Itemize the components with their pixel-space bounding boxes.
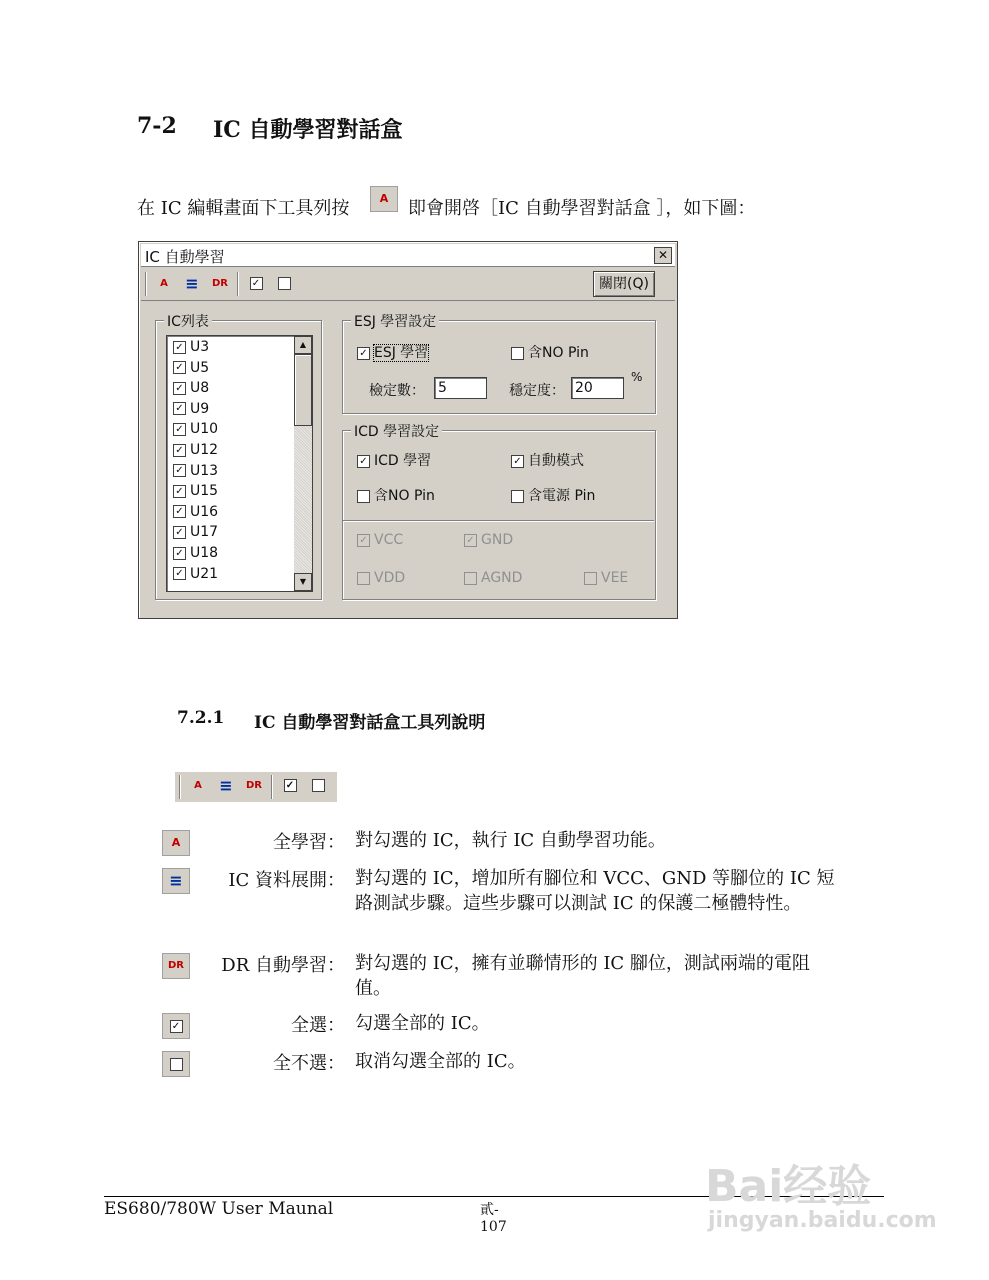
legend-label: DR 自動學習： — [221, 955, 345, 976]
icd-include-no-pin-checkbox[interactable] — [357, 485, 435, 505]
ic-list-item[interactable]: ✓ U13 — [173, 463, 218, 479]
ic-expand-icon: ≡ — [219, 776, 233, 795]
legend-label: IC 資料展開： — [228, 870, 345, 891]
ic-list-label: IC列表 — [164, 311, 212, 331]
ic-list-item-label: U16 — [190, 503, 219, 520]
agnd-checkbox[interactable] — [464, 570, 522, 586]
stability-label: 穩定度： — [509, 383, 565, 399]
legend-description: 勾選全部的 IC。 — [355, 1013, 490, 1034]
subsection-number: 7.2.1 — [177, 708, 225, 728]
toolbar-separator — [271, 775, 272, 799]
ic-list-item-label: U17 — [190, 524, 219, 541]
ic-list-item[interactable]: ✓ U17 — [173, 524, 218, 540]
ic-list-item[interactable]: ✓ U5 — [173, 360, 209, 376]
intro-text-before: 在 IC 編輯畫面下工具列按 — [137, 198, 350, 219]
gnd-label: GND — [481, 532, 514, 548]
ic-list-item-label: U9 — [190, 400, 210, 417]
legend-description: 對勾選的 IC，增加所有腳位和 VCC、GND 等腳位的 IC 短路測試步驟。這些步驟可以測試 IC 的保護二極體特性。 — [355, 868, 835, 914]
ic-list-item-label: U3 — [190, 339, 210, 355]
footer-page-number: 107 — [480, 1219, 507, 1235]
ic-list-item[interactable]: ✓ U10 — [173, 421, 218, 437]
vee-label: VEE — [601, 570, 629, 586]
footer-manual-title: ES680/780W User Maunal — [104, 1199, 334, 1219]
uncheck-all-icon — [307, 775, 329, 797]
scroll-thumb[interactable] — [294, 354, 312, 426]
ic-list-item-label: U15 — [190, 483, 219, 500]
ic-listbox[interactable] — [166, 335, 313, 592]
icd-learn-label: ICD 學習 — [374, 453, 432, 469]
icd-settings-label: ICD 學習設定 — [351, 421, 442, 441]
dr-learn-icon[interactable]: DR — [211, 278, 228, 289]
learn-all-icon: A — [370, 186, 398, 212]
icd-include-no-pin-label: 含NO Pin — [374, 488, 435, 504]
ic-list-item-label: U18 — [190, 545, 219, 561]
ic-list-item-label: U10 — [190, 421, 219, 438]
watermark-url: jingyan.baidu.com — [708, 1208, 937, 1233]
detect-count-label: 檢定數： — [369, 383, 425, 399]
scroll-down-icon[interactable]: ▼ — [294, 573, 312, 591]
esj-settings-label: ESJ 學習設定 — [351, 311, 439, 331]
uncheck-all-icon[interactable] — [273, 273, 295, 295]
ic-list-item-label: U21 — [190, 565, 219, 582]
legend-description: 對勾選的 IC，執行 IC 自動學習功能。 — [355, 830, 666, 851]
detect-count-input[interactable]: 5 — [434, 377, 487, 399]
watermark-logo: Bai经验 — [705, 1161, 872, 1212]
dialog-toolbar — [141, 268, 675, 301]
ic-list-item[interactable]: ✓ U21 — [173, 566, 218, 582]
section-title: IC 自動學習對話盒 — [213, 117, 403, 143]
toolbar-separator — [237, 272, 238, 296]
scroll-up-icon[interactable]: ▲ — [294, 336, 312, 354]
check-all-icon: ✓ — [279, 775, 301, 797]
ic-list-item-label: U5 — [190, 359, 210, 376]
ic-list-item[interactable]: ✓ U18 — [173, 545, 218, 561]
toolbar-separator — [179, 775, 180, 799]
ic-expand-icon: ≡ — [162, 868, 190, 894]
vcc-checkbox[interactable]: ✓ VCC — [357, 532, 403, 548]
stability-input[interactable]: 20 — [571, 377, 624, 399]
section-number: 7-2 — [137, 113, 177, 139]
footer-page-prefix: 貳- — [480, 1202, 499, 1218]
ic-list-item-label: U8 — [190, 380, 210, 397]
ic-list-item[interactable]: ✓ U15 — [173, 483, 218, 499]
auto-mode-label: 自動模式 — [528, 453, 584, 469]
toolbar-preview — [175, 772, 337, 802]
legend-label: 全不選： — [273, 1053, 345, 1074]
legend-label: 全學習： — [273, 832, 345, 853]
ic-auto-learn-dialog — [138, 241, 678, 619]
legend-label: 全選： — [291, 1015, 345, 1036]
ic-list-item[interactable]: ✓ U12 — [173, 442, 218, 458]
esj-include-no-pin-label: 含NO Pin — [528, 345, 589, 361]
vcc-label: VCC — [374, 532, 404, 548]
icd-learn-checkbox[interactable]: ✓ ICD 學習 — [357, 450, 431, 470]
ic-list-item[interactable]: ✓ U8 — [173, 380, 209, 396]
learn-all-icon: A — [194, 780, 202, 791]
ic-list-item-label: U12 — [190, 442, 219, 458]
esj-include-no-pin-checkbox[interactable] — [511, 342, 589, 362]
learn-all-icon[interactable]: A — [160, 278, 168, 289]
ic-list-item[interactable]: ✓ U9 — [173, 401, 209, 417]
esj-learn-label: ESJ 學習 — [374, 345, 429, 361]
dr-learn-icon: DR — [162, 953, 190, 979]
ic-list-item[interactable]: ✓ U16 — [173, 504, 218, 520]
vdd-checkbox[interactable] — [357, 570, 405, 586]
gnd-checkbox[interactable]: ✓ GND — [464, 532, 513, 548]
dialog-titlebar — [141, 244, 675, 267]
toolbar-separator — [145, 272, 146, 296]
percent-sign: % — [631, 370, 643, 384]
subsection-title: IC 自動學習對話盒工具列說明 — [254, 713, 486, 733]
include-power-pin-checkbox[interactable] — [511, 485, 595, 505]
legend-description: 取消勾選全部的 IC。 — [355, 1051, 526, 1072]
vee-checkbox[interactable] — [584, 570, 628, 586]
ic-list-item[interactable]: ✓ U3 — [173, 339, 209, 355]
ic-expand-icon[interactable]: ≡ — [185, 274, 199, 293]
vdd-label: VDD — [374, 570, 406, 586]
close-button[interactable]: 關閉(Q) — [593, 271, 655, 297]
esj-learn-checkbox[interactable]: ✓ ESJ 學習 — [357, 342, 428, 362]
learn-all-icon: A — [162, 830, 190, 856]
agnd-label: AGND — [481, 570, 523, 586]
ic-list-item-label: U13 — [190, 462, 219, 479]
intro-text-after: 即會開啓［IC 自動學習對話盒 ］，如下圖： — [408, 198, 756, 219]
icd-divider — [343, 520, 654, 521]
dialog-title: IC 自動學習 — [145, 248, 225, 266]
close-icon[interactable]: ✕ — [654, 247, 672, 264]
legend-description: 對勾選的 IC，擁有並聯情形的 IC 腳位，測試兩端的電阻值。 — [355, 953, 810, 999]
scrollbar[interactable] — [294, 336, 312, 591]
include-power-pin-label: 含電源 Pin — [528, 488, 596, 504]
check-all-icon[interactable]: ✓ — [245, 273, 267, 295]
auto-mode-checkbox[interactable]: ✓ 自動模式 — [511, 450, 584, 470]
check-all-icon: ✓ — [162, 1013, 190, 1039]
dr-learn-icon: DR — [245, 780, 262, 791]
